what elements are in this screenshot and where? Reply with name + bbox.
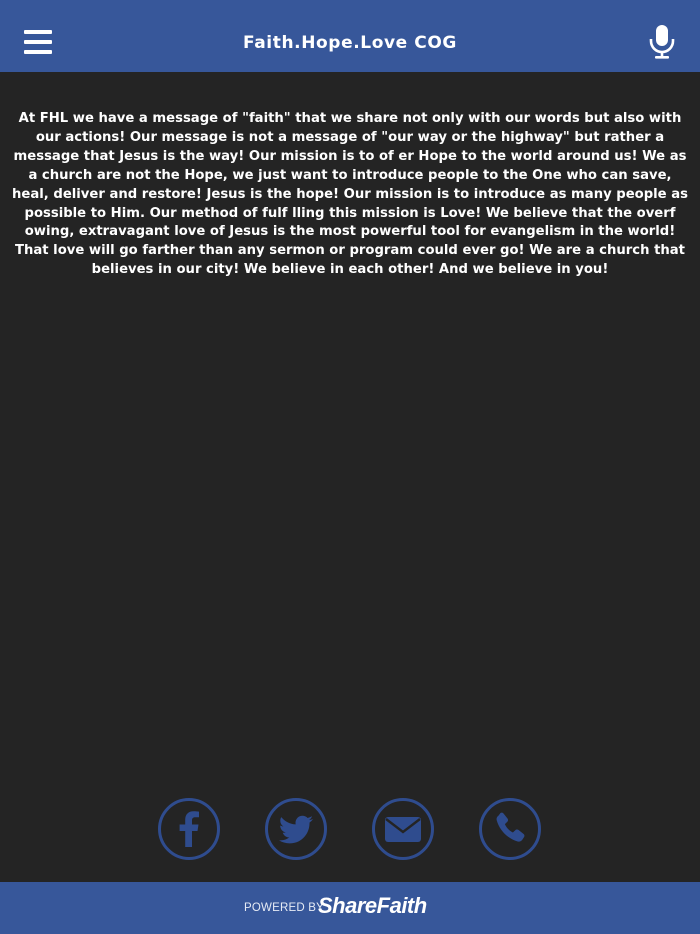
facebook-icon[interactable] (157, 797, 221, 861)
phone-icon[interactable] (478, 797, 542, 861)
top-bar (0, 0, 700, 72)
microphone-icon[interactable] (646, 24, 678, 60)
about-text: At FHL we have a message of "faith" that we share not only with our words but also with our actions! Our message is not a message of "our way or the highway" but rather a message that Jesus is the way! Our mission is to of er Hope to the world around us! We as a church are not the Hope, we just want to introduce people to the One who can save, heal, deliver and restore! Jesus is the hope! Our mission is to introduce as many people as possible to Him. Our method of fulf lling this mission is Love! We believe that the overf owing, extravagant love of Jesus is the most powerful tool for evangelism in the world! That love will go farther than any sermon or program could ever go! We are a church that believes in our city! We believe in each other! And we believe in you! (12, 111, 688, 278)
twitter-icon[interactable] (264, 797, 328, 861)
sharefaith-logo[interactable]: ShareFaith (318, 893, 427, 918)
app-title: Faith.Hope.Love COG (243, 33, 457, 53)
email-icon[interactable] (371, 797, 435, 861)
powered-by-label: POWERED BY (244, 902, 324, 914)
